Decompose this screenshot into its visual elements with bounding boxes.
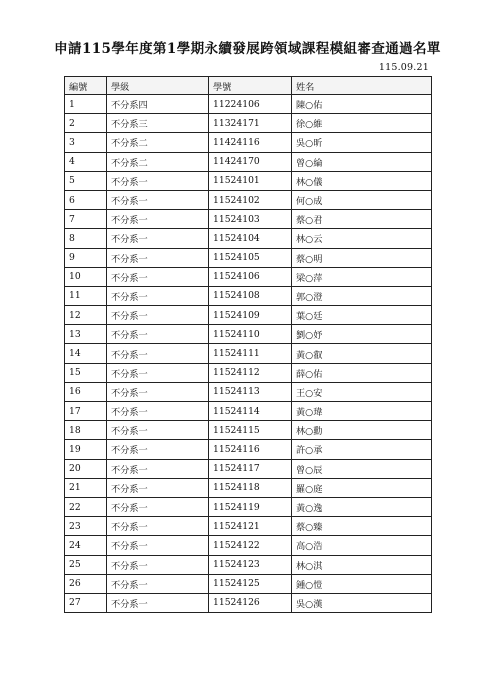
table-row bbox=[65, 95, 432, 114]
cell-number: 18 bbox=[65, 421, 107, 440]
cell-student-id: 11524111 bbox=[209, 344, 292, 363]
cell-class: 不分系一 bbox=[107, 190, 209, 209]
header-class: 學級 bbox=[107, 77, 209, 95]
cell-name: 葉○廷 bbox=[292, 306, 432, 325]
cell-name: 薛○佑 bbox=[292, 363, 432, 382]
cell-number: 3 bbox=[65, 133, 107, 152]
cell-class: 不分系一 bbox=[107, 267, 209, 286]
cell-class: 不分系一 bbox=[107, 248, 209, 267]
cell-name: 林○淇 bbox=[292, 555, 432, 574]
document-date: 115.09.21 bbox=[378, 62, 429, 73]
cell-name: 吳○昕 bbox=[292, 133, 432, 152]
cell-name: 何○成 bbox=[292, 190, 432, 209]
cell-student-id: 11524108 bbox=[209, 286, 292, 305]
table-row bbox=[65, 421, 432, 440]
cell-class: 不分系一 bbox=[107, 421, 209, 440]
cell-number: 27 bbox=[65, 593, 107, 612]
cell-class: 不分系一 bbox=[107, 478, 209, 497]
table-row bbox=[65, 306, 432, 325]
cell-class: 不分系一 bbox=[107, 229, 209, 248]
cell-number: 16 bbox=[65, 382, 107, 401]
table-row bbox=[65, 229, 432, 248]
cell-student-id: 11524105 bbox=[209, 248, 292, 267]
cell-class: 不分系一 bbox=[107, 171, 209, 190]
cell-number: 4 bbox=[65, 152, 107, 171]
cell-class: 不分系一 bbox=[107, 574, 209, 593]
cell-student-id: 11524126 bbox=[209, 593, 292, 612]
cell-class: 不分系一 bbox=[107, 555, 209, 574]
approved-list-table bbox=[64, 76, 432, 613]
header-student-id: 學號 bbox=[209, 77, 292, 95]
cell-student-id: 11524125 bbox=[209, 574, 292, 593]
table-row bbox=[65, 459, 432, 478]
cell-class: 不分系一 bbox=[107, 440, 209, 459]
cell-student-id: 11524123 bbox=[209, 555, 292, 574]
cell-student-id: 11524102 bbox=[209, 190, 292, 209]
cell-name: 蔡○君 bbox=[292, 210, 432, 229]
table-header-row bbox=[65, 77, 432, 95]
cell-class: 不分系一 bbox=[107, 286, 209, 305]
cell-student-id: 11524122 bbox=[209, 536, 292, 555]
cell-name: 陳○佑 bbox=[292, 95, 432, 114]
cell-name: 羅○庭 bbox=[292, 478, 432, 497]
cell-student-id: 11424116 bbox=[209, 133, 292, 152]
cell-student-id: 11524119 bbox=[209, 497, 292, 516]
cell-name: 許○承 bbox=[292, 440, 432, 459]
table-row bbox=[65, 133, 432, 152]
table-row bbox=[65, 363, 432, 382]
cell-student-id: 11524115 bbox=[209, 421, 292, 440]
cell-number: 2 bbox=[65, 114, 107, 133]
cell-student-id: 11524114 bbox=[209, 402, 292, 421]
cell-student-id: 11524116 bbox=[209, 440, 292, 459]
table-row bbox=[65, 325, 432, 344]
cell-student-id: 11324171 bbox=[209, 114, 292, 133]
cell-class: 不分系一 bbox=[107, 459, 209, 478]
cell-class: 不分系一 bbox=[107, 497, 209, 516]
cell-name: 林○云 bbox=[292, 229, 432, 248]
header-number: 編號 bbox=[65, 77, 107, 95]
cell-number: 17 bbox=[65, 402, 107, 421]
table-row bbox=[65, 478, 432, 497]
table-row bbox=[65, 402, 432, 421]
table-row bbox=[65, 440, 432, 459]
cell-number: 26 bbox=[65, 574, 107, 593]
cell-name: 王○安 bbox=[292, 382, 432, 401]
table-row bbox=[65, 555, 432, 574]
cell-student-id: 11524109 bbox=[209, 306, 292, 325]
table-row bbox=[65, 152, 432, 171]
cell-number: 13 bbox=[65, 325, 107, 344]
table-row bbox=[65, 171, 432, 190]
cell-number: 11 bbox=[65, 286, 107, 305]
table-body bbox=[65, 95, 432, 613]
cell-number: 8 bbox=[65, 229, 107, 248]
cell-student-id: 11424170 bbox=[209, 152, 292, 171]
cell-number: 23 bbox=[65, 517, 107, 536]
cell-name: 林○儀 bbox=[292, 171, 432, 190]
cell-number: 6 bbox=[65, 190, 107, 209]
cell-class: 不分系一 bbox=[107, 402, 209, 421]
cell-number: 12 bbox=[65, 306, 107, 325]
cell-name: 黃○瑋 bbox=[292, 402, 432, 421]
table-row bbox=[65, 574, 432, 593]
cell-name: 劉○妤 bbox=[292, 325, 432, 344]
cell-class: 不分系一 bbox=[107, 593, 209, 612]
cell-student-id: 11224106 bbox=[209, 95, 292, 114]
cell-name: 林○勳 bbox=[292, 421, 432, 440]
cell-name: 高○浩 bbox=[292, 536, 432, 555]
table-row bbox=[65, 517, 432, 536]
cell-class: 不分系一 bbox=[107, 344, 209, 363]
cell-student-id: 11524118 bbox=[209, 478, 292, 497]
cell-class: 不分系一 bbox=[107, 382, 209, 401]
cell-name: 黃○叡 bbox=[292, 344, 432, 363]
cell-class: 不分系二 bbox=[107, 152, 209, 171]
cell-student-id: 11524106 bbox=[209, 267, 292, 286]
cell-number: 1 bbox=[65, 95, 107, 114]
table-row bbox=[65, 267, 432, 286]
cell-name: 梁○萍 bbox=[292, 267, 432, 286]
table-row bbox=[65, 248, 432, 267]
table-row bbox=[65, 497, 432, 516]
cell-number: 20 bbox=[65, 459, 107, 478]
cell-name: 鍾○愷 bbox=[292, 574, 432, 593]
cell-class: 不分系一 bbox=[107, 306, 209, 325]
cell-class: 不分系四 bbox=[107, 95, 209, 114]
cell-class: 不分系三 bbox=[107, 114, 209, 133]
cell-number: 14 bbox=[65, 344, 107, 363]
cell-student-id: 11524103 bbox=[209, 210, 292, 229]
cell-name: 吳○漢 bbox=[292, 593, 432, 612]
cell-name: 徐○維 bbox=[292, 114, 432, 133]
cell-number: 22 bbox=[65, 497, 107, 516]
table-row bbox=[65, 382, 432, 401]
cell-number: 10 bbox=[65, 267, 107, 286]
cell-number: 5 bbox=[65, 171, 107, 190]
table-row bbox=[65, 344, 432, 363]
cell-class: 不分系一 bbox=[107, 210, 209, 229]
cell-student-id: 11524121 bbox=[209, 517, 292, 536]
cell-name: 曾○綸 bbox=[292, 152, 432, 171]
cell-class: 不分系一 bbox=[107, 325, 209, 344]
table-row bbox=[65, 114, 432, 133]
table-row bbox=[65, 536, 432, 555]
cell-name: 蔡○明 bbox=[292, 248, 432, 267]
cell-number: 7 bbox=[65, 210, 107, 229]
cell-student-id: 11524101 bbox=[209, 171, 292, 190]
cell-student-id: 11524113 bbox=[209, 382, 292, 401]
cell-number: 21 bbox=[65, 478, 107, 497]
cell-class: 不分系一 bbox=[107, 363, 209, 382]
table-row bbox=[65, 286, 432, 305]
cell-number: 9 bbox=[65, 248, 107, 267]
cell-name: 黃○逸 bbox=[292, 497, 432, 516]
cell-number: 15 bbox=[65, 363, 107, 382]
header-name: 姓名 bbox=[292, 77, 432, 95]
cell-name: 蔡○臻 bbox=[292, 517, 432, 536]
cell-number: 25 bbox=[65, 555, 107, 574]
cell-class: 不分系二 bbox=[107, 133, 209, 152]
table-row bbox=[65, 210, 432, 229]
cell-student-id: 11524117 bbox=[209, 459, 292, 478]
cell-student-id: 11524110 bbox=[209, 325, 292, 344]
cell-number: 24 bbox=[65, 536, 107, 555]
cell-class: 不分系一 bbox=[107, 536, 209, 555]
cell-name: 郭○澄 bbox=[292, 286, 432, 305]
cell-name: 曾○辰 bbox=[292, 459, 432, 478]
cell-student-id: 11524104 bbox=[209, 229, 292, 248]
table-row bbox=[65, 190, 432, 209]
cell-student-id: 11524112 bbox=[209, 363, 292, 382]
table-row bbox=[65, 593, 432, 612]
cell-class: 不分系一 bbox=[107, 517, 209, 536]
document-title: 申請115學年度第1學期永續發展跨領域課程模組審查通過名單 bbox=[54, 41, 441, 57]
cell-number: 19 bbox=[65, 440, 107, 459]
